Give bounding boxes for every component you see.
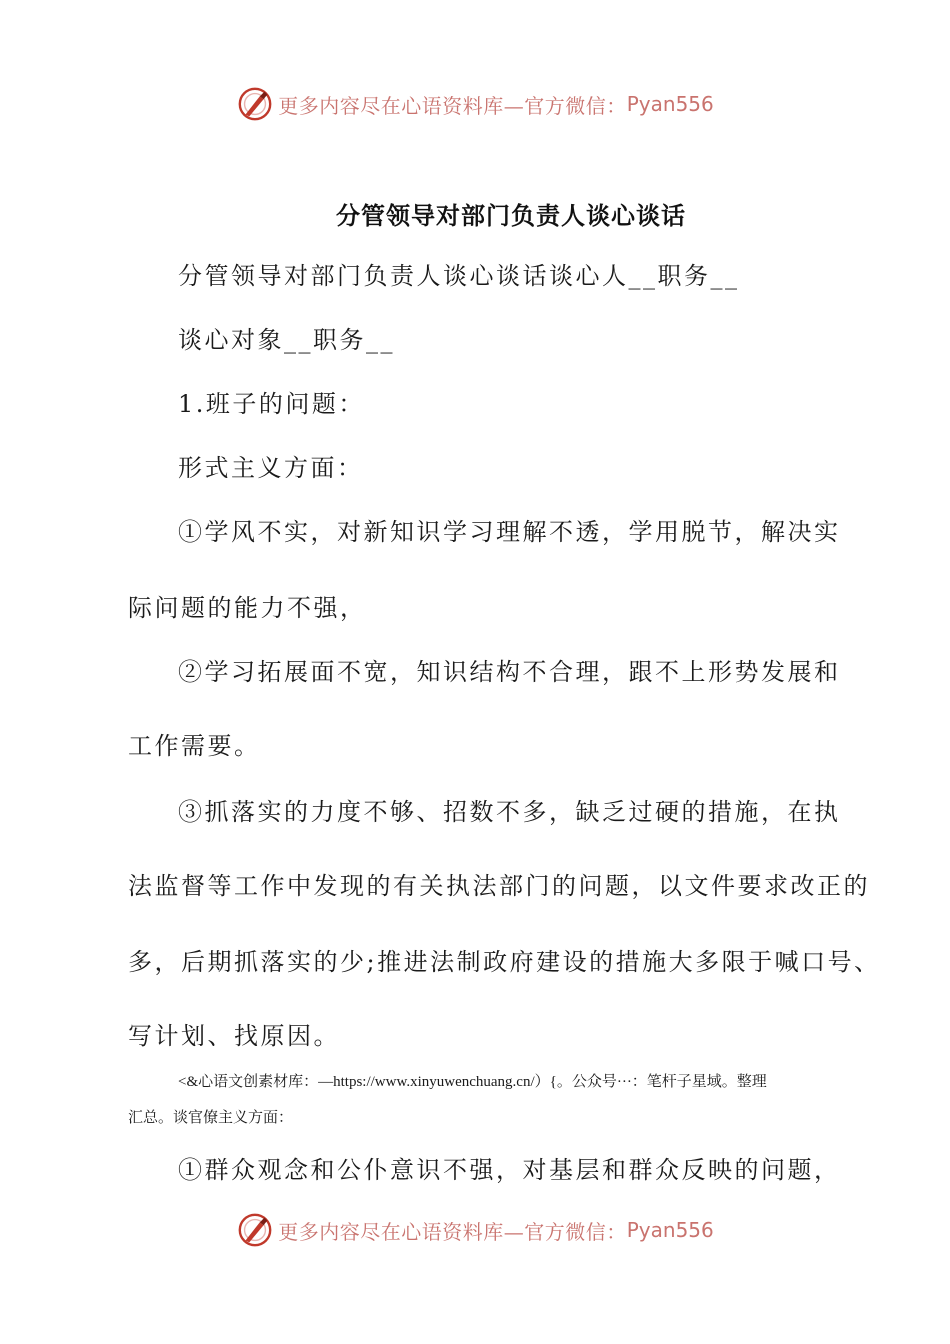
banner-wechat-id: Pyan556 — [626, 1218, 714, 1242]
pen-logo-icon — [236, 1211, 274, 1249]
paragraph-line: 法监督等工作中发现的有关执法部门的问题，以文件要求改正的 — [128, 872, 870, 900]
header-banner — [0, 82, 950, 126]
paragraph-line: 1.班子的问题： — [178, 390, 365, 418]
paragraph-line: 谈心对象__职务__ — [178, 326, 395, 354]
paragraph-line: ①群众观念和公仆意识不强，对基层和群众反映的问题， — [178, 1156, 841, 1184]
paragraph-line: 多，后期抓落实的少;推进法制政府建设的措施大多限于喊口号、 — [128, 948, 881, 976]
footer-banner — [0, 1208, 950, 1252]
paragraph-line: ②学习拓展面不宽，知识结构不合理，跟不上形势发展和 — [178, 658, 841, 686]
paragraph-line: ①学风不实，对新知识学习理解不透，学用脱节，解决实 — [178, 518, 841, 546]
pen-logo-icon — [236, 85, 274, 123]
document-title: 分管领导对部门负责人谈心谈话 — [336, 201, 686, 230]
source-note-line: <&心语文创素材库：—https://www.xinyuwenchuang.cn/）{。公众号···：笔杆子星域。整理 — [178, 1074, 767, 1090]
source-note-line: 汇总。谈官僚主义方面： — [128, 1110, 294, 1126]
banner-text: 更多内容尽在心语资料库—官方微信： — [278, 1219, 627, 1244]
paragraph-line: 分管领导对部门负责人谈心谈话谈心人__职务__ — [178, 262, 740, 290]
paragraph-line: 形式主义方面： — [178, 454, 364, 482]
banner-wechat-id: Pyan556 — [626, 92, 714, 116]
paragraph-line: 际问题的能力不强， — [128, 594, 367, 622]
banner-text: 更多内容尽在心语资料库—官方微信： — [278, 93, 627, 118]
paragraph-line: 写计划、找原因。 — [128, 1022, 340, 1050]
paragraph-line: ③抓落实的力度不够、招数不多，缺乏过硬的措施，在执 — [178, 798, 841, 826]
paragraph-line: 工作需要。 — [128, 732, 261, 760]
